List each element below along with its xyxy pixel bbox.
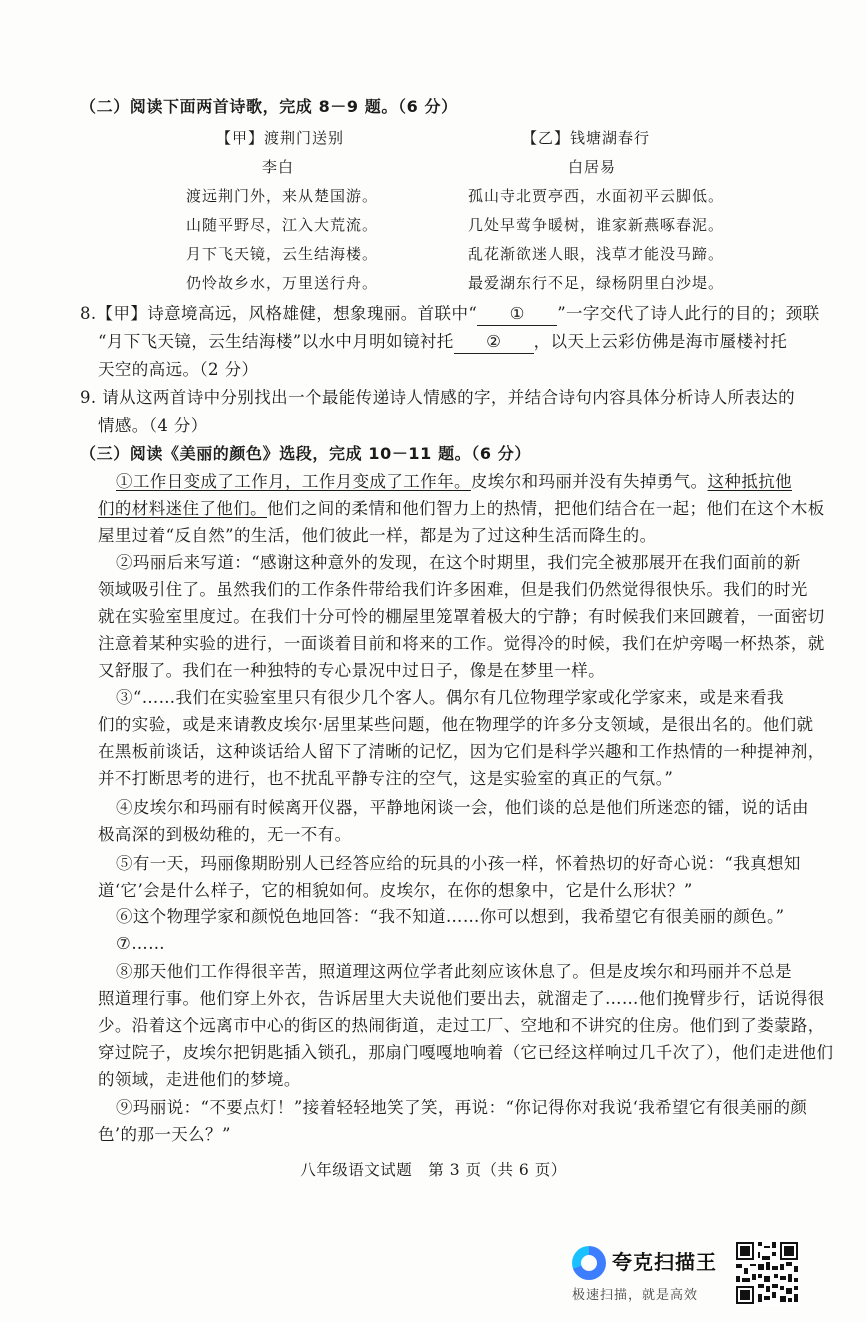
poem-a-author: 李白 xyxy=(262,158,295,176)
paragraph-3: 并不打断思考的进行，也不扰乱平静专注的空气，这是实验室的真正的气氛。” xyxy=(98,769,674,788)
poem-b-line: 几处早莺争暖树，谁家新燕啄春泥。 xyxy=(468,216,725,234)
q8-text: ”一字交代了诗人此行的目的；颈联 xyxy=(557,304,820,323)
page-footer: 八年级语文试题 第 3 页（共 6 页） xyxy=(300,1161,567,1179)
question-9-line1: 9. 请从这两首诗中分别找出一个最能传递诗人情感的字，并结合诗句内容具体分析诗人所表达的 xyxy=(80,388,796,407)
q8-text: 8.【甲】诗意境高远，风格雄健，想象瑰丽。首联中“ xyxy=(80,304,478,323)
answer-blank-2[interactable]: ② xyxy=(454,331,534,354)
paragraph-1: 屋里过着“反自然”的生活，他们彼此一样，都是为了过这种生活而降生的。 xyxy=(98,526,657,545)
paragraph-5: ⑤有一天，玛丽像期盼别人已经答应给的玩具的小孩一样，怀着热切的好奇心说：“我真想知 xyxy=(116,854,801,873)
poem-a-title: 【甲】渡荆门送别 xyxy=(216,129,345,147)
brand-slogan: 极速扫描，就是高效 xyxy=(572,1288,699,1303)
poem-b-line: 乱花渐欲迷人眼，浅草才能没马蹄。 xyxy=(468,245,725,263)
paragraph-2: 领域吸引住了。虽然我们的工作条件带给我们许多困难，但是我们仍然觉得很快乐。我们的时光 xyxy=(98,580,808,599)
paragraph-6: ⑥这个物理学家和颜悦色地回答：“我不知道……你可以想到，我希望它有很美丽的颜色。” xyxy=(116,907,785,926)
question-8-line3: 天空的高远。（2 分） xyxy=(98,360,259,379)
poem-a-line: 月下飞天镜，云生结海楼。 xyxy=(186,245,379,263)
underlined-sentence: 这种抵抗他 xyxy=(707,472,793,491)
section2-title: （二）阅读下面两首诗歌，完成 8－9 题。（6 分） xyxy=(80,97,458,116)
underlined-sentence: ①工作日变成了工作月，工作月变成了工作年。 xyxy=(116,472,471,491)
paragraph-1 xyxy=(98,498,825,520)
paragraph-3: ③“……我们在实验室里只有很少几个客人。偶尔有几位物理学家或化学家来，或是来看我 xyxy=(116,688,784,707)
answer-blank-1[interactable]: ① xyxy=(477,303,557,326)
paragraph-2: 注意着某种实验的进行，一面谈着目前和将来的工作。觉得冷的时候，我们在炉旁喝一杯热茶，就 xyxy=(98,634,825,653)
paragraph-8: 穿过院子，皮埃尔把钥匙插入锁孔，那扇门嘎嘎地响着（它已经这样响过几千次了），他们走进他们 xyxy=(98,1043,834,1062)
brand-name: 夸克扫描王 xyxy=(612,1250,717,1274)
paragraph-8: ⑧那天他们工作得很辛苦，照道理这两位学者此刻应该休息了。但是皮埃尔和玛丽并不总是 xyxy=(116,962,792,981)
poem-a-line: 仍怜故乡水，万里送行舟。 xyxy=(186,274,379,292)
q8-text: “月下飞天镜，云生结海楼”以水中月明如镜衬托 xyxy=(98,332,454,351)
underlined-sentence: 们的材料迷住了他们。 xyxy=(98,499,267,518)
paragraph-3: 们的实验，或是来请教皮埃尔·居里某些问题，他在物理学的许多分支领域，是很出名的。他们就 xyxy=(98,715,814,734)
paragraph-9: ⑨玛丽说：“不要点灯！”接着轻轻地笑了笑，再说：“你记得你对我说‘我希望它有很美丽的颜 xyxy=(116,1098,808,1117)
paragraph-4: ④皮埃尔和玛丽有时候离开仪器，平静地闲谈一会，他们谈的总是他们所迷恋的镭，说的话由 xyxy=(116,798,809,817)
section3-title: （三）阅读《美丽的颜色》选段，完成 10－11 题。（6 分） xyxy=(80,444,531,463)
paragraph-8: 的领域，走进他们的梦境。 xyxy=(98,1070,301,1089)
paragraph-3: 在黑板前谈话，这种谈话给人留下了清晰的记忆，因为它们是科学兴趣和工作热情的一种提神剂， xyxy=(98,742,825,761)
poem-b-author: 白居易 xyxy=(568,158,617,176)
poem-b-line: 孤山寺北贾亭西，水面初平云脚低。 xyxy=(468,187,725,205)
poem-a-line: 渡远荆门外，来从楚国游。 xyxy=(186,187,379,205)
paragraph-4: 极高深的到极幼稚的，无一不有。 xyxy=(98,825,352,844)
paragraph-text: 他们之间的柔情和他们智力上的热情，把他们结合在一起；他们在这个木板 xyxy=(267,499,825,518)
paragraph-8: 少。沿着这个远离市中心的街区的热闹街道，走过工厂、空地和不讲究的住房。他们到了娄蒙路， xyxy=(98,1016,825,1035)
paragraph-8: 照道理行事。他们穿上外衣，告诉居里大夫说他们要出去，就溜走了……他们挽臂步行，话说得很 xyxy=(98,989,825,1008)
paragraph-text: 皮埃尔和玛丽并没有失掉勇气。 xyxy=(470,472,708,491)
scanner-watermark xyxy=(570,1240,730,1310)
paragraph-7: ⑦…… xyxy=(116,934,165,953)
poem-a-line: 山随平野尽，江入大荒流。 xyxy=(186,216,379,234)
paragraph-2: 就在实验室里度过。在我们十分可怜的棚屋里笼罩着极大的宁静；有时候我们来回踱着，一面密切 xyxy=(98,607,825,626)
poem-b-title: 【乙】钱塘湖春行 xyxy=(522,129,651,147)
poem-b-line: 最爱湖东行不足，绿杨阴里白沙堤。 xyxy=(468,274,725,292)
q8-text: ，以天上云彩仿佛是海市蜃楼衬托 xyxy=(533,332,788,351)
question-8-line1 xyxy=(80,303,820,326)
paragraph-5: 道‘它’会是什么样子，它的相貌如何。皮埃尔，在你的想象中，它是什么形状？” xyxy=(98,881,693,900)
qr-code-icon xyxy=(734,1240,800,1306)
paragraph-2: 又舒服了。我们在一种独特的专心景况中过日子，像是在梦里一样。 xyxy=(98,661,605,680)
question-9-line2: 情感。（4 分） xyxy=(98,416,208,435)
paragraph-9: 色’的那一天么？” xyxy=(98,1125,231,1144)
paragraph-2: ②玛丽后来写道：“感谢这种意外的发现，在这个时期里，我们完全被那展开在我们面前的新 xyxy=(116,553,801,572)
question-8-line2 xyxy=(98,331,787,354)
paragraph-1 xyxy=(116,471,792,493)
quark-logo-icon xyxy=(572,1246,606,1280)
